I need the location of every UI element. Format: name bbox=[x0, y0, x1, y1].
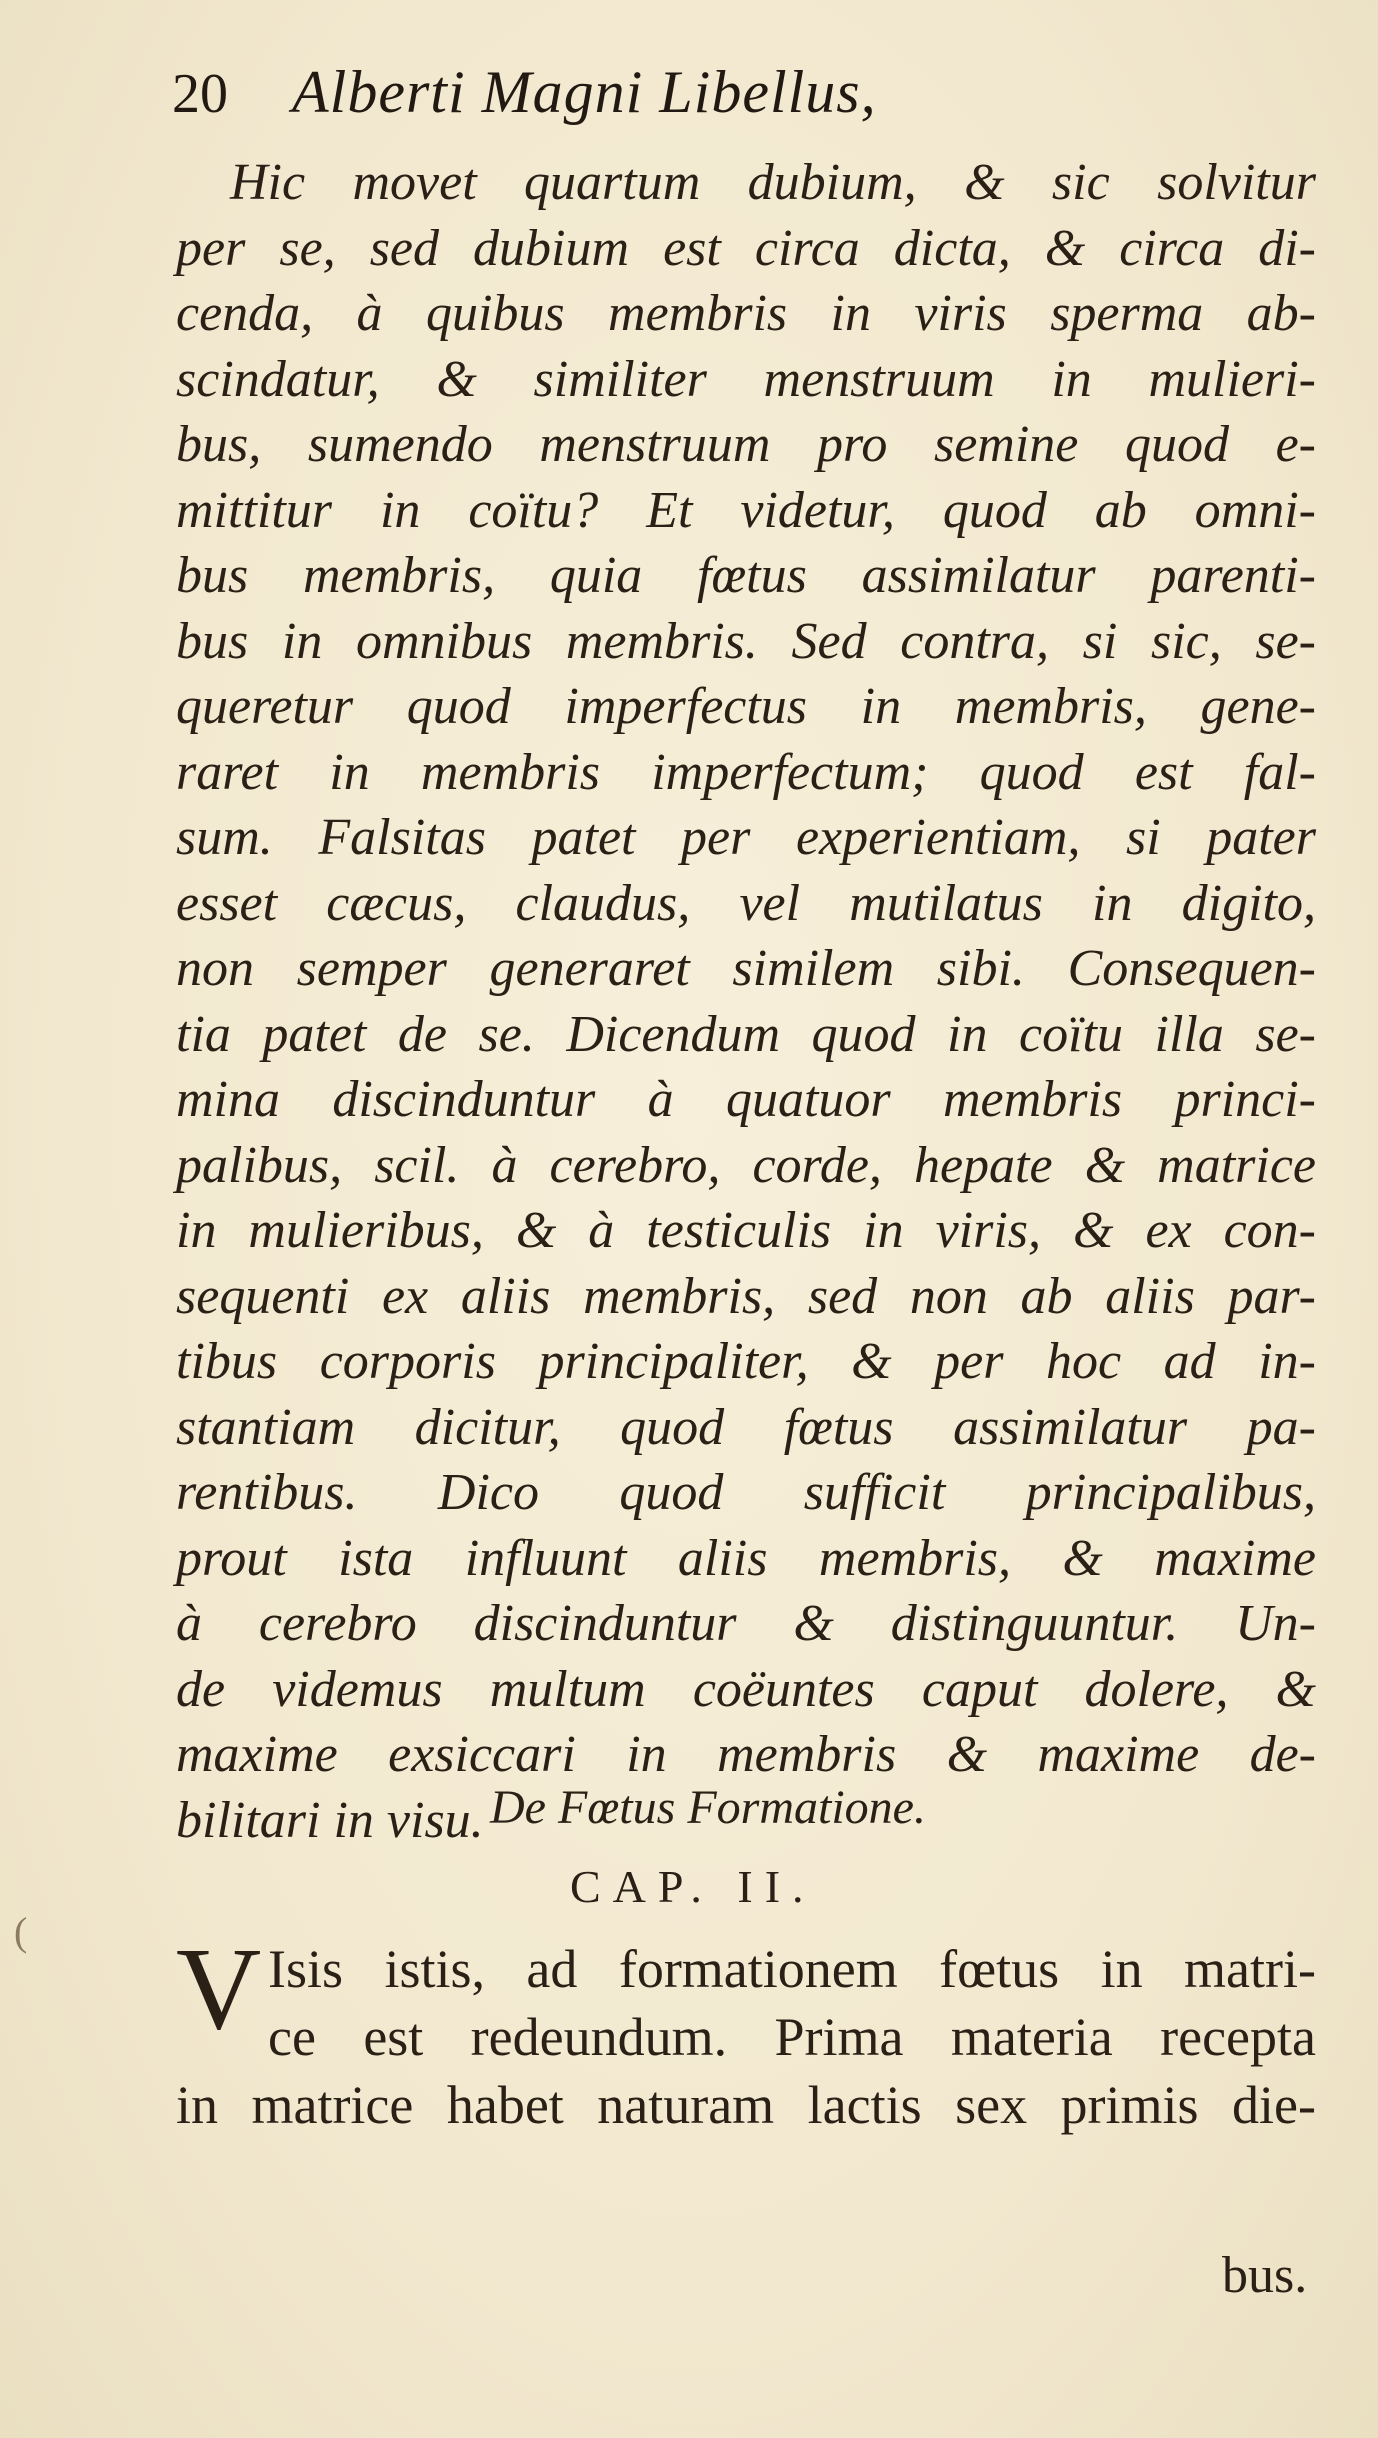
page-number: 20 bbox=[172, 63, 228, 125]
text-line: tia patet de se. Dicendum quod in coïtu illa se- bbox=[176, 1005, 1316, 1063]
chapter-heading: CAP. II. bbox=[570, 1861, 816, 1912]
text-line: à cerebro discinduntur & distinguuntur. Un- bbox=[176, 1595, 1316, 1652]
text-line: prout ista influunt aliis membris, & maxime bbox=[176, 1529, 1316, 1587]
text-line: in mulieribus, & à testiculis in viris, & ex con- bbox=[176, 1202, 1316, 1259]
text-line: per se, sed dubium est circa dicta, & circa di- bbox=[176, 219, 1316, 277]
text-line: bilitari in visu. bbox=[176, 1791, 484, 1849]
catchword: bus. bbox=[1222, 2247, 1308, 2304]
section-title: De Fœtus Formatione. bbox=[490, 1781, 926, 1834]
text-line: ce est redeundum. Prima materia recepta bbox=[268, 2007, 1316, 2067]
page-header bbox=[172, 52, 1292, 142]
text-line: raret in membris imperfectum; quod est fal- bbox=[176, 743, 1316, 801]
roman-paragraph bbox=[176, 1935, 1316, 2139]
text-line: bus in omnibus membris. Sed contra, si sic, se- bbox=[176, 612, 1316, 670]
text-line: bus membris, quia fœtus assimilatur parenti- bbox=[176, 547, 1316, 604]
text-line: de videmus multum coëuntes caput dolere, & bbox=[176, 1660, 1316, 1718]
margin-mark: ( bbox=[14, 1909, 28, 1954]
text-line: scindatur, & similiter menstruum in mulieri- bbox=[176, 350, 1316, 408]
text-line: cenda, à quibus membris in viris sperma ab- bbox=[176, 285, 1316, 342]
text-line: in matrice habet naturam lactis sex primis die- bbox=[176, 2075, 1316, 2135]
drop-cap: V bbox=[176, 1923, 262, 2054]
running-title: Alberti Magni Libellus, bbox=[292, 59, 877, 125]
text-line: sequenti ex aliis membris, sed non ab aliis par- bbox=[176, 1267, 1316, 1325]
italic-paragraph bbox=[176, 150, 1316, 1853]
text-line: mina discinduntur à quatuor membris princi- bbox=[176, 1071, 1316, 1128]
text-line: Hic movet quartum dubium, & sic solvitur bbox=[230, 154, 1316, 211]
text-line: rentibus. Dico quod sufficit principalibus, bbox=[176, 1464, 1316, 1521]
text-line: maxime exsiccari in membris & maxime de- bbox=[176, 1726, 1316, 1783]
text-line: tibus corporis principaliter, & per hoc ad in- bbox=[176, 1333, 1316, 1390]
text-line: Isis istis, ad formationem fœtus in matri- bbox=[268, 1939, 1316, 1999]
text-line: queretur quod imperfectus in membris, gene- bbox=[176, 678, 1316, 735]
text-line: mittitur in coïtu? Et videtur, quod ab omni- bbox=[176, 481, 1316, 539]
text-line: sum. Falsitas patet per experientiam, si pater bbox=[176, 809, 1316, 866]
text-line: bus, sumendo menstruum pro semine quod e- bbox=[176, 416, 1316, 473]
text-line: esset cæcus, claudus, vel mutilatus in digito, bbox=[176, 874, 1316, 932]
text-line: stantiam dicitur, quod fœtus assimilatur pa- bbox=[176, 1398, 1316, 1456]
text-line: non semper generaret similem sibi. Consequen- bbox=[176, 940, 1316, 997]
text-line: palibus, scil. à cerebro, corde, hepate & matrice bbox=[176, 1136, 1316, 1194]
